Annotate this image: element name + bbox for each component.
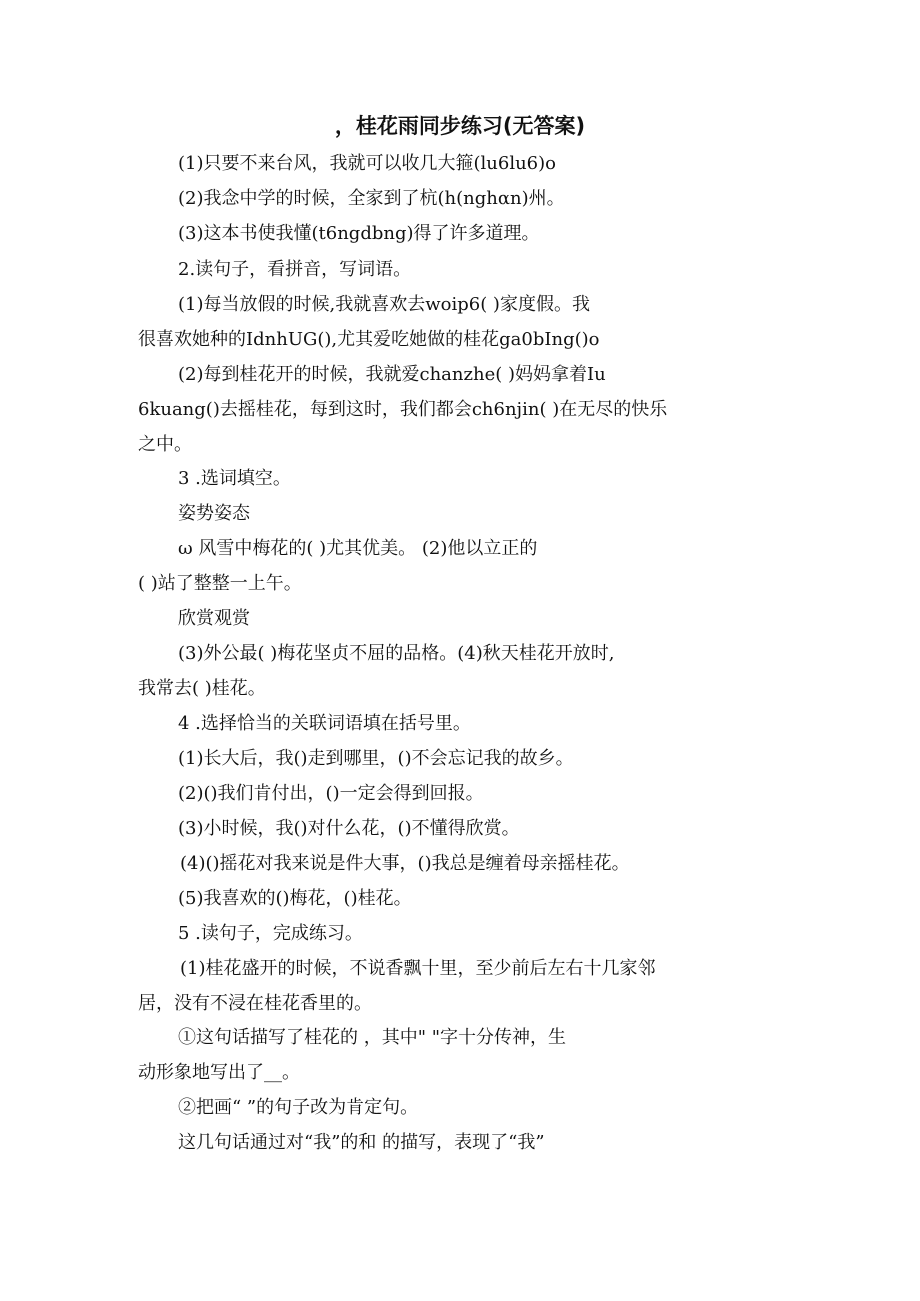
question-5-passage-line-2: 居，没有不浸在桂花香里的。 (138, 993, 372, 1014)
question-5-task-3: 这几句话通过对“我”的和 的描写，表现了“我” (178, 1132, 545, 1153)
question-5-passage-line-1: (1)桂花盛开的时候，不说香飘十里，至少前后左右十几家邻 (180, 958, 656, 979)
question-2-item-2-line-1: (2)每到桂花开的时候，我就爱chanzhe( )妈妈拿着Iu (178, 364, 606, 385)
question-2-item-1-line-1: (1)每当放假的时候,我就喜欢去woip6( )家度假。我 (178, 294, 590, 315)
question-2-item-1-line-2: 很喜欢她种的IdnhUG(),尤其爱吃她做的桂花ga0bIng()o (138, 329, 600, 350)
question-3-item-1-2-line-2: ( )站了整整一上午。 (138, 573, 302, 594)
question-4-heading: 4 .选择恰当的关联词语填在括号里。 (178, 713, 471, 734)
question-5-task-1-line-2: 动形象地写出了__。 (138, 1062, 300, 1083)
question-1-item-1: (1)只要不来台风，我就可以收几大箍(lu6lu6)o (178, 153, 556, 174)
question-2-item-2-line-3: 之中。 (138, 434, 192, 455)
document-title: ，桂花雨同步练习(无答案) (334, 114, 586, 138)
question-3-item-3-4-line-1: (3)外公最( )梅花坚贞不屈的品格。(4)秋天桂花开放时, (178, 643, 615, 664)
question-5-heading: 5 .读句子，完成练习。 (178, 923, 363, 944)
question-4-item-1: (1)长大后，我()走到哪里，()不会忘记我的故乡。 (178, 748, 574, 769)
word-pair-2: 欣赏观赏 (178, 608, 250, 629)
question-3-item-1-2-line-1: ω 风雪中梅花的( )尤其优美。 (2)他以立正的 (178, 538, 538, 559)
question-1-item-2: (2)我念中学的时候，全家到了杭(h(nghαn)州。 (178, 188, 565, 209)
question-3-heading: 3 .选词填空。 (178, 468, 291, 489)
question-5-task-1-line-1: ①这句话描写了桂花的 ，其中" "字十分传神，生 (178, 1027, 566, 1048)
word-pair-1: 姿势姿态 (178, 503, 250, 524)
question-4-item-3: (3)小时候，我()对什么花，()不懂得欣赏。 (178, 818, 520, 839)
question-3-item-3-4-line-2: 我常去( )桂花。 (138, 678, 266, 699)
question-1-item-3: (3)这本书使我懂(t6ngdbng)得了许多道理。 (178, 223, 540, 244)
question-5-task-2: ②把画“ ”的句子改为肯定句。 (178, 1097, 419, 1118)
question-2-heading: 2.读句子，看拼音，写词语。 (178, 259, 412, 280)
question-4-item-5: (5)我喜欢的()梅花，()桂花。 (178, 888, 412, 909)
question-4-item-4: (4)()摇花对我来说是件大事，()我总是缠着母亲摇桂花。 (180, 853, 630, 874)
question-4-item-2: (2)()我们肯付出，()一定会得到回报。 (178, 783, 484, 804)
question-2-item-2-line-2: 6kuang()去摇桂花，每到这时，我们都会ch6njin( )在无尽的快乐 (138, 399, 668, 420)
